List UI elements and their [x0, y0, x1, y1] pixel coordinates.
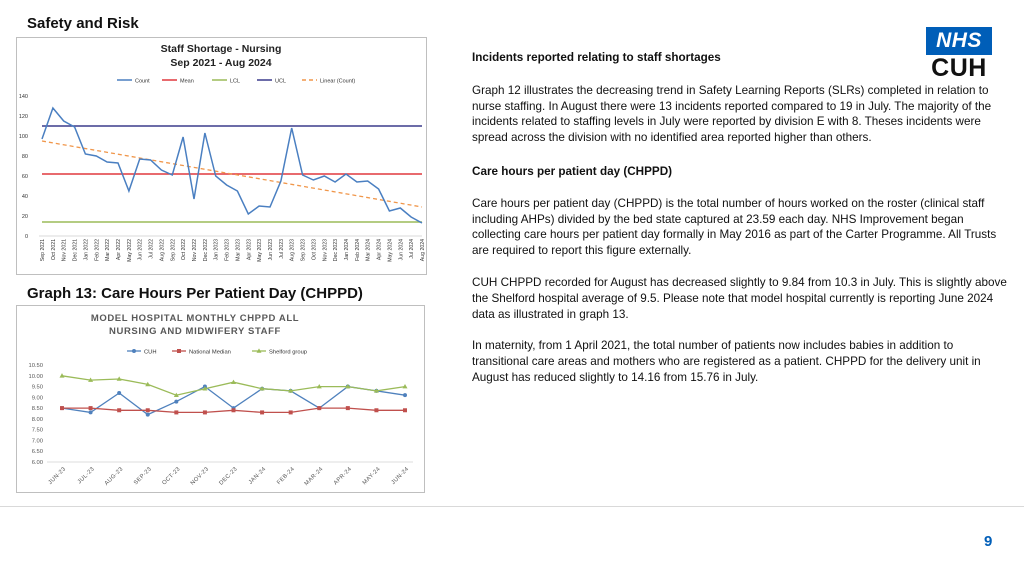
data-point — [346, 406, 350, 410]
x-tick-label: Mar 2024 — [365, 239, 372, 261]
x-tick-label: SEP-23 — [133, 466, 154, 487]
x-tick-label: Sep 2023 — [300, 239, 307, 262]
x-tick-label: DEC-23 — [218, 466, 239, 487]
legend-label: Count — [135, 78, 150, 85]
x-tick-label: Feb 2024 — [354, 239, 361, 261]
legend-label: National Median — [189, 349, 231, 356]
x-tick-label: OCT-23 — [161, 466, 182, 487]
x-tick-label: Jun 2022 — [137, 239, 144, 261]
cuh-chppd-paragraph: CUH CHPPD recorded for August has decreased slightly to 9.84 from 10.3 in July. This is slightly above the Shelford hospital average of 9.5. Please note that model hospital currently is reporting June 2024 data as illustrated in graph 13. — [472, 275, 1007, 321]
x-tick-label: Feb 2022 — [94, 239, 101, 261]
data-point — [174, 400, 178, 404]
slide-title: Safety and Risk — [27, 15, 139, 32]
x-tick-label: FEB-24 — [276, 466, 297, 487]
x-tick-label: Jul 2024 — [409, 239, 416, 259]
y-tick-label: 8.50 — [31, 406, 43, 413]
chart-title-line-2: NURSING AND MIDWIFERY STAFF — [109, 326, 281, 337]
x-tick-label: JUN-24 — [390, 466, 411, 487]
x-tick-label: MAR-24 — [303, 466, 325, 488]
y-tick-label: 40 — [21, 194, 28, 200]
data-point — [403, 384, 408, 388]
legend-marker — [177, 349, 181, 353]
data-point — [203, 410, 207, 414]
y-tick-label: 10.00 — [28, 373, 43, 380]
series-line-shelford-group — [62, 376, 405, 395]
x-tick-label: Aug 2023 — [289, 239, 296, 262]
data-point — [231, 380, 236, 384]
legend-label: Shelford group — [269, 349, 308, 356]
x-tick-label: Oct 2021 — [50, 239, 57, 261]
x-tick-label: Nov 2023 — [322, 239, 329, 262]
data-point — [89, 410, 93, 414]
data-point — [260, 410, 264, 414]
x-tick-label: Sep 2022 — [170, 239, 177, 262]
x-tick-label: Feb 2023 — [224, 239, 231, 261]
x-tick-label: Jan 2023 — [213, 239, 220, 261]
x-tick-label: Dec 2022 — [202, 239, 209, 262]
chart-subtitle: Sep 2021 - Aug 2024 — [170, 57, 272, 69]
x-tick-label: Nov 2022 — [192, 239, 198, 262]
y-tick-label: 9.00 — [31, 395, 43, 402]
x-tick-label: Apr 2023 — [246, 239, 253, 261]
x-tick-label: Aug 2024 — [420, 239, 426, 262]
y-tick-label: 8.00 — [31, 416, 43, 423]
x-tick-label: Sep 2021 — [40, 239, 46, 262]
data-point — [117, 408, 121, 412]
x-tick-label: Oct 2022 — [181, 239, 188, 261]
y-tick-label: 60 — [21, 174, 28, 180]
y-tick-label: 7.50 — [31, 427, 43, 434]
y-tick-label: 80 — [21, 154, 28, 160]
x-tick-label: May 2024 — [387, 239, 394, 262]
legend-label: CUH — [144, 349, 157, 356]
y-tick-label: 10.50 — [28, 363, 43, 369]
data-point — [60, 373, 65, 377]
incidents-paragraph: Graph 12 illustrates the decreasing trend in Safety Learning Reports (SLRs) completed in relation to nurse staffing. In August there were 13 incidents reported compared to 19 in July. The majority of the incidents related to staffing levels in July were reported by division E with 8. Theses incidents were spread across the division with no identified area reported higher than others. — [472, 83, 992, 145]
data-point — [403, 393, 407, 397]
y-tick-label: 100 — [18, 134, 28, 140]
x-tick-label: APR-24 — [332, 466, 354, 487]
x-tick-label: Jan 2022 — [83, 239, 90, 261]
chart-title-line-1: MODEL HOSPITAL MONTHLY CHPPD ALL — [90, 313, 300, 324]
x-tick-label: MAY-24 — [361, 466, 382, 487]
page-number: 9 — [984, 533, 993, 550]
x-tick-label: Dec 2023 — [333, 239, 340, 262]
x-tick-label: Jun 2024 — [398, 239, 405, 261]
x-tick-label: May 2022 — [126, 239, 133, 262]
y-tick-label: 6.00 — [31, 460, 43, 466]
x-tick-label: Oct 2023 — [311, 239, 318, 261]
graph13-heading: Graph 13: Care Hours Per Patient Day (CHPPD) — [27, 285, 363, 302]
nhs-logo-text: NHS — [926, 27, 992, 55]
x-tick-label: AUG-23 — [103, 466, 125, 487]
x-tick-label: Apr 2024 — [376, 239, 383, 261]
x-tick-label: Jul 2023 — [278, 239, 285, 259]
x-tick-label: Mar 2022 — [105, 239, 112, 261]
x-tick-label: JUL-23 — [76, 466, 96, 486]
data-point — [60, 406, 64, 410]
footer-divider — [0, 506, 1024, 507]
chart-title: Staff Shortage - Nursing — [160, 43, 282, 55]
x-tick-label: Aug 2022 — [159, 239, 166, 262]
legend-label: Linear (Count) — [320, 78, 356, 85]
data-point — [374, 408, 378, 412]
chppd-chart — [16, 305, 425, 493]
x-tick-label: JUN-23 — [47, 466, 68, 487]
x-tick-label: Apr 2022 — [116, 239, 122, 261]
incidents-heading: Incidents reported relating to staff shortages — [472, 51, 721, 64]
data-point — [403, 408, 407, 412]
data-point — [89, 406, 93, 410]
staff-shortage-chart — [16, 37, 427, 275]
chppd-chart-svg — [17, 306, 424, 492]
data-point — [174, 410, 178, 414]
staff-shortage-chart-svg — [17, 38, 426, 274]
data-point — [146, 413, 150, 417]
y-tick-label: 120 — [18, 114, 28, 120]
data-point — [289, 410, 293, 414]
y-tick-label: 6.50 — [31, 449, 43, 456]
data-point — [146, 408, 150, 412]
legend-marker — [132, 349, 136, 353]
x-tick-label: Jun 2023 — [268, 239, 274, 261]
y-tick-label: 0 — [24, 234, 28, 240]
y-tick-label: 7.00 — [31, 438, 43, 445]
chppd-definition-paragraph: Care hours per patient day (CHPPD) is the total number of hours worked on the roster (clinical staff including AHPs) divided by the bed state captured at 23.59 each day. NHS Improvement began collecting care hours per patient day formally in May 2016 as part of the Carter Programme. All Trusts are required to report this figure externally. — [472, 196, 997, 258]
y-tick-label: 9.50 — [31, 384, 43, 391]
chppd-heading: Care hours per patient day (CHPPD) — [472, 164, 673, 178]
maternity-paragraph: In maternity, from 1 April 2021, the total number of patients now includes babies in addition to transitional care areas and mothers who are registered as a patient. CHPPD for the delivery unit in August has reduced slightly to 14.16 from 15.76 in July. — [472, 339, 981, 384]
y-tick-label: 20 — [21, 214, 28, 220]
x-tick-label: May 2023 — [257, 239, 264, 262]
x-tick-label: Mar 2023 — [235, 239, 242, 261]
x-tick-label: Nov 2021 — [61, 239, 68, 262]
cuh-logo-text: CUH — [931, 54, 987, 82]
x-tick-label: Dec 2021 — [72, 239, 79, 262]
x-tick-label: JAN-24 — [247, 466, 268, 486]
data-point — [117, 391, 121, 395]
commentary-column — [472, 50, 1012, 386]
x-tick-label: Jan 2024 — [344, 239, 350, 261]
x-tick-label: Jul 2022 — [148, 239, 155, 259]
data-point — [232, 408, 236, 412]
x-tick-label: NOV-23 — [189, 466, 211, 487]
legend-label: UCL — [275, 78, 287, 85]
legend-label: LCL — [230, 78, 241, 85]
y-tick-label: 140 — [18, 94, 28, 100]
legend-label: Mean — [180, 78, 194, 85]
data-point — [317, 406, 321, 410]
